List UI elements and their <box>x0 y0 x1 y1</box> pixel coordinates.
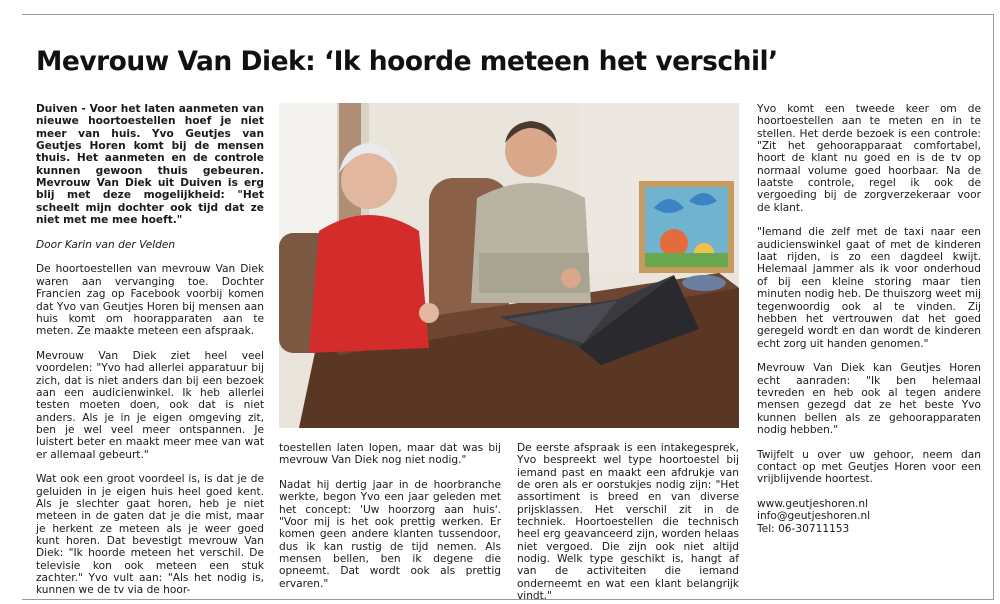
column-2 <box>279 442 501 590</box>
paragraph: "Iemand die zelf met de taxi naar een audicienswinkel gaat of met de kinderen laat rijden, is zo een dagdeel kwijt. Helemaal jammer als ik voor onderhoud of bij een kleine storing maar tien minuten nodig heb. De thuiszorg weet mij tegenwoordig ook al te vinden. Zij hebben het vertrouwen dat het goed geregeld wordt en dan wordt de kinderen echt zorg uit handen genomen." <box>757 226 981 350</box>
paragraph: Nadat hij dertig jaar in de hoorbranche werkte, begon Yvo een jaar geleden met het concept: 'Uw hoorzorg aan huis'. "Voor mij is het ook prettig werken. Er komen geen andere klanten tussendoor, dus ik kan rustig de tijd nemen. Als mensen bellen, ben ik degene die opneemt. Dat wordt ook als prettig ervaren." <box>279 479 501 590</box>
paragraph: Twijfelt u over uw gehoor, neem dan contact op met Geutjes Horen voor een vrijblijvende hoortest. <box>757 448 981 486</box>
contact-phone: Tel: 06-30711153 <box>757 522 850 535</box>
article-photo <box>279 103 739 428</box>
contact-email[interactable]: info@geutjeshoren.nl <box>757 510 871 523</box>
column-3 <box>517 442 739 602</box>
article-intro: Duiven - Voor het laten aanmeten van nieuwe hoortoestellen hoef je niet meer van huis. Yvo Geutjes van Geutjes Horen komt bij de mensen thuis. Het aanmeten en de controle kunnen gewoon thuis gebeuren. Mevrouw Van Diek uit Duiven is erg blij met deze mogelijkheid: "Het scheelt mijn dochter ook tijd dat ze niet met me mee hoeft." <box>36 103 264 227</box>
paragraph: De hoortoestellen van mevrouw Van Diek waren aan vervanging toe. Dochter Francien zag op Facebook voorbij komen dat Yvo van Geutjes Horen bij mensen aan huis komt om hoorapparaten aan te meten. Ze maakte meteen een afspraak. <box>36 263 264 338</box>
contact-block <box>757 498 981 535</box>
paragraph: toestellen laten lopen, maar dat was bij mevrouw Van Diek nog niet nodig." <box>279 442 501 467</box>
column-1 <box>36 103 264 597</box>
article-byline: Door Karin van der Velden <box>36 238 176 251</box>
paragraph: Wat ook een groot voordeel is, is dat je de geluiden in je eigen huis heel goed kent. Als je slechter gaat horen, heb je niet meteen in de gaten dat je die mist, maar je herkent ze meteen als je weer goed kunt horen. Dat bevestigt mevrouw Van Diek: "Ik hoorde meteen het verschil. De televisie kon ook meteen een stuk zachter." Yvo vult aan: "Als het nodig is, kunnen we de tv via de hoor- <box>36 473 264 597</box>
paragraph: De eerste afspraak is een intakegesprek, Yvo bespreekt wel type hoortoestel bij iemand past en maakt een afdrukje van de oren als er oorstukjes nodig zijn: "Het assortiment is breed en van diverse prijsklassen. Het verschil zit in de techniek. Hoortoestellen die technisch heel erg geavanceerd zijn, worden helaas niet vergoed. Die zijn ook niet altijd nodig. Welk type geschikt is, hangt af van de activiteiten die iemand onderneemt en wat een klant belangrijk vindt." <box>517 442 739 603</box>
column-4 <box>757 103 981 535</box>
paragraph: Yvo komt een tweede keer om de hoortoestellen aan te meten en in te stellen. Het derde bezoek is een controle: "Zit het gehoorapparaat comfortabel, hoort de klant nu goed en is de tv op normaal volume goed hoorbaar. Na de laatste controle, regel ik ook de vergoeding bij de zorgverzekeraar voor de klant. <box>757 103 981 214</box>
paragraph: Mevrouw Van Diek kan Geutjes Horen echt aanraden: "Ik ben helemaal tevreden en heb ook al tegen andere mensen gezegd dat ze het beste Yvo kunnen bellen als ze gehoorapparaten nodig hebben." <box>757 362 981 436</box>
paragraph: Mevrouw Van Diek ziet heel veel voordelen: "Yvo had allerlei apparatuur bij zich, dat is niet anders dan bij een bezoek aan een audicienwinkel. Ik heb allerlei testen moeten doen, ook dat is niet anders. Als je in je eigen omgeving zit, ben je wel veel meer ontspannen. Je luistert beter en maakt meer mee van wat er allemaal gebeurt." <box>36 349 264 461</box>
article-headline: Mevrouw Van Diek: ‘Ik hoorde meteen het verschil’ <box>36 46 778 77</box>
contact-website[interactable]: www.geutjeshoren.nl <box>757 498 869 510</box>
